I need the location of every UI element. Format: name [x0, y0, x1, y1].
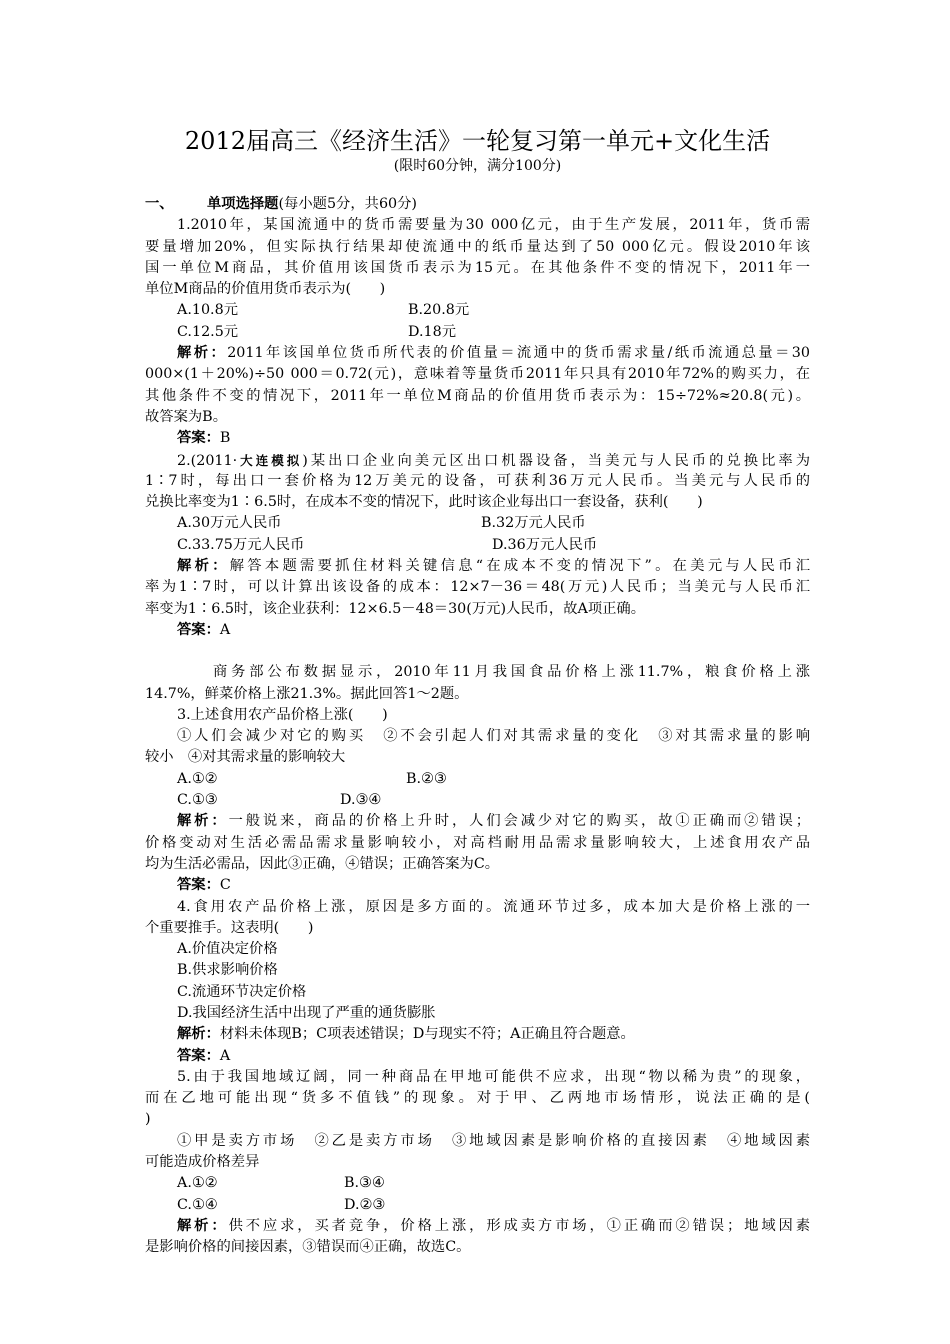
q3-answer-value: C [219, 877, 231, 894]
q3-choices-line: 较小 ④对其需求量的影响较大 [145, 749, 346, 766]
q5-option-b: B.③④ [344, 1175, 385, 1192]
q5-choices-line: 可能造成价格差异 [145, 1154, 260, 1171]
section-number: 一、 [145, 196, 174, 212]
q1-stem-line: 1.2010年，某国流通中的货币需要量为30 000亿元，由于生产发展，2011年，货币需 [177, 217, 810, 234]
q3-option-b: B.②③ [406, 770, 447, 787]
q5-stem-line: 5.由于我国地域辽阔，同一种商品在甲地可能供不应求，出现“物以稀为贵”的现象， [177, 1068, 810, 1085]
analysis-label: 解析： [177, 813, 229, 830]
q3-analysis-line: 均为生活必需品，因此③正确，④错误；正确答案为C。 [145, 855, 500, 872]
q3-analysis-line [145, 811, 810, 832]
q4-answer [145, 1046, 810, 1067]
analysis-label: 解析： [177, 558, 230, 575]
section-heading-text: 单项选择题 [207, 196, 279, 212]
q2-analysis-line: 率为1∶7时，可以计算出该设备的成本：12×7－36＝48(万元)人民币；当美元与人民币汇 [145, 579, 810, 596]
q2-option-d: D.36万元人民币 [492, 536, 598, 553]
q1-stem-line: 要量增加20%，但实际执行结果却使流通中的纸币量达到了50 000亿元。假设2010年该 [145, 238, 810, 255]
q5-analysis-line [145, 1216, 810, 1237]
q3-option-d: D.③④ [340, 792, 382, 809]
q1-answer [145, 428, 810, 449]
q3-options-row [145, 769, 810, 790]
q1-options-row [145, 300, 810, 321]
q5-option-c: C.①④ [177, 1196, 218, 1213]
q5-choices-line: ①甲是卖方市场 ②乙是卖方市场 ③地域因素是影响价格的直接因素 ④地域因素 [177, 1132, 810, 1149]
q2-number: 2.(2011· [177, 452, 238, 469]
q4-option-d: D.我国经济生活中出现了严重的通货膨胀 [177, 1004, 436, 1021]
analysis-label: 解析： [177, 1217, 229, 1234]
q1-analysis-line [145, 343, 810, 364]
q2-answer-value: A [219, 621, 231, 638]
section-note: (每小题5分，共60分) [278, 196, 418, 212]
q2-options-row [145, 513, 810, 534]
q4-option-a: A.价值决定价格 [177, 941, 278, 958]
q2-analysis-line: 率变为1∶6.5时，该企业获利：12×6.5－48＝30(万元)人民币，故A项正确。 [145, 600, 646, 617]
answer-label: 答案： [177, 621, 220, 638]
q3-options-row [145, 790, 810, 811]
q1-option-b: B.20.8元 [408, 302, 470, 319]
material-line: 商务部公布数据显示，2010年11月我国食品价格上涨11.7%，粮食价格上涨 [213, 664, 810, 681]
q5-analysis-text: 供不应求，买者竞争，价格上涨，形成卖方市场，①正确而②错误；地域因素 [228, 1217, 810, 1234]
q4-option-c: C.流通环节决定价格 [177, 983, 307, 1000]
answer-label: 答案： [177, 430, 220, 447]
q4-analysis-text: 材料未体现B；C项表述错误；D与现实不符；A正确且符合题意。 [219, 1026, 635, 1043]
q4-option-b: B.供求影响价格 [177, 962, 278, 979]
q1-analysis-line: 其他条件不变的情况下，2011年一单位M商品的价值用货币表示为：15÷72%≈20.8(元)。 [145, 387, 810, 404]
q1-options-row [145, 322, 810, 343]
q1-stem-line: 单位M商品的价值用货币表示为( ) [145, 281, 386, 298]
q5-stem-line: 而在乙地可能出现“货多不值钱”的现象。对于甲、乙两地市场情形，说法正确的是( [145, 1090, 810, 1107]
q2-stem-line: 兑换比率变为1∶6.5时，在成本不变的情况下，此时该企业每出口一套设备，获利( ) [145, 494, 703, 511]
q3-option-a: A.①② [177, 770, 218, 787]
q5-option-a: A.①② [177, 1175, 218, 1192]
q4-answer-value: A [219, 1047, 231, 1064]
document-body [145, 194, 810, 1259]
q1-answer-value: B [219, 430, 231, 447]
q2-analysis-text: 解答本题需要抓住材料关键信息“在成本不变的情况下”。在美元与人民币汇 [229, 558, 810, 575]
q5-options-row [145, 1195, 810, 1216]
q4-stem-line: 4.食用农产品价格上涨，原因是多方面的。流通环节过多，成本加大是价格上涨的一 [177, 898, 810, 915]
q1-analysis-text: 2011年该国单位货币所代表的价值量＝流通中的货币需求量/纸币流通总量＝30 [227, 345, 810, 362]
q3-stem: 3.上述食用农产品价格上涨( ) [177, 706, 388, 723]
answer-label: 答案： [177, 1047, 220, 1064]
q2-source-tag: 大连模拟 [237, 452, 303, 468]
q5-options-row [145, 1173, 810, 1194]
q3-answer [145, 875, 810, 896]
analysis-label: 解析： [177, 345, 228, 362]
q2-analysis-line [145, 556, 810, 577]
q2-options-row [145, 535, 810, 556]
q2-stem-text: )某出口企业向美元区出口机器设备，当美元与人民币的兑换比率为 [302, 452, 810, 469]
q1-option-a: A.10.8元 [177, 302, 238, 319]
q4-analysis-line [145, 1024, 810, 1045]
answer-label: 答案： [177, 877, 220, 894]
page-subtitle: (限时60分钟，满分100分) [393, 158, 562, 174]
q3-analysis-line: 价格变动对生活必需品需求量影响较小，对高档耐用品需求量影响较大，上述食用农产品 [145, 834, 810, 851]
q5-option-d: D.②③ [344, 1196, 386, 1213]
spacer [145, 641, 810, 662]
q1-stem-line: 国一单位M商品，其价值用该国货币表示为15元。在其他条件不变的情况下，2011年一 [145, 259, 810, 276]
q5-analysis-line: 是影响价格的间接因素，③错误而④正确，故选C。 [145, 1239, 471, 1256]
q1-option-d: D.18元 [408, 323, 456, 340]
q4-stem-line: 个重要推手。这表明( ) [145, 919, 314, 936]
q2-stem-line [145, 450, 810, 471]
q1-analysis-line: 故答案为B。 [145, 408, 227, 425]
q1-option-c: C.12.5元 [177, 323, 239, 340]
page-title: 2012届高三《经济生活》一轮复习第一单元+文化生活 [184, 127, 771, 155]
analysis-label: 解析： [177, 1026, 220, 1043]
q3-choices-line: ①人们会减少对它的购买 ②不会引起人们对其需求量的变化 ③对其需求量的影响 [177, 728, 810, 745]
q2-option-a: A.30万元人民币 [177, 515, 282, 532]
q1-analysis-line: 000×(1＋20%)÷50 000＝0.72(元)，意味着等量货币2011年只具有2010年72%的购买力，在 [145, 366, 810, 383]
section-heading [145, 194, 810, 215]
q2-stem-line: 1∶7时，每出口一套价格为12万美元的设备，可获利36万元人民币。当美元与人民币的 [145, 472, 810, 489]
q2-answer [145, 620, 810, 641]
q5-stem-line: ) [145, 1111, 151, 1128]
q2-option-c: C.33.75万元人民币 [177, 536, 305, 553]
q3-option-c: C.①③ [177, 792, 218, 809]
q2-option-b: B.32万元人民币 [481, 515, 586, 532]
q3-analysis-text: 一般说来，商品的价格上升时，人们会减少对它的购买，故①正确而②错误； [228, 813, 810, 830]
material-line: 14.7%，鲜菜价格上涨21.3%。据此回答1～2题。 [145, 685, 469, 702]
